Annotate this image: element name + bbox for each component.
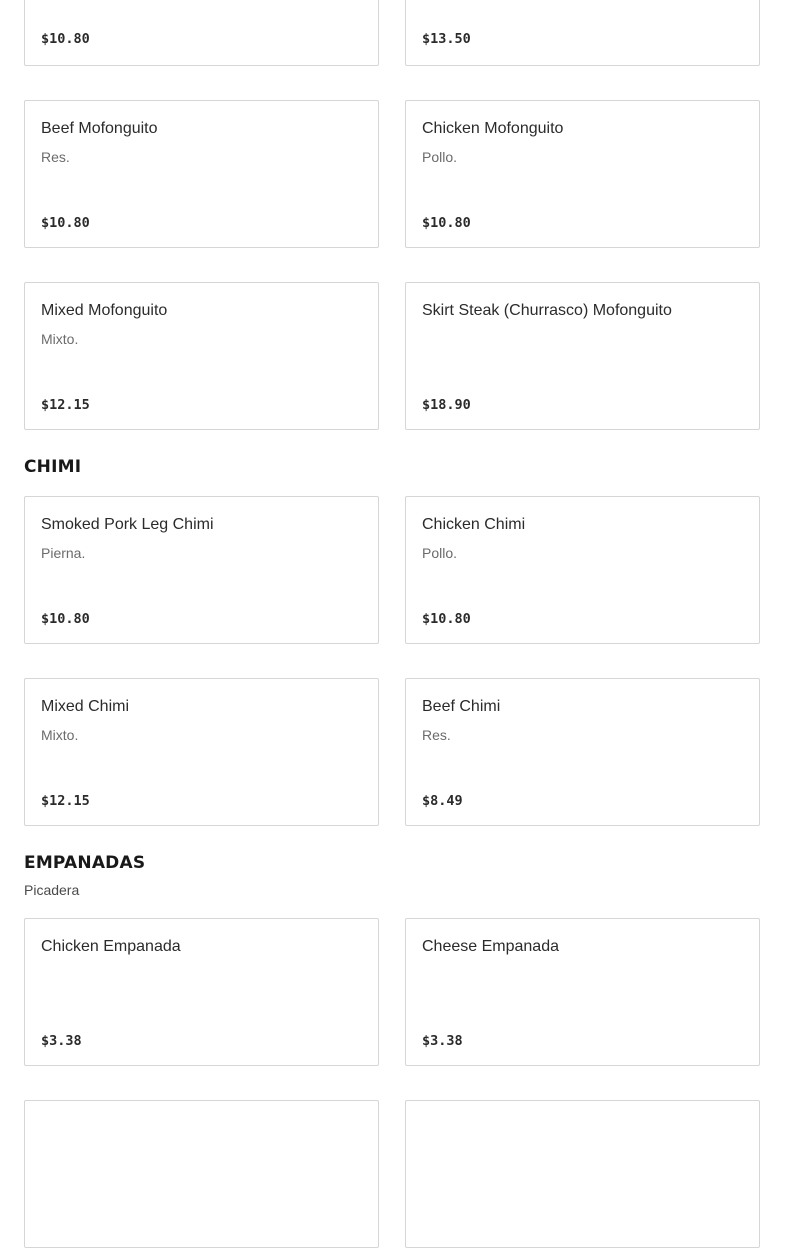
item-description: Mixto. xyxy=(41,727,79,743)
item-name: Skirt Steak (Churrasco) Mofonguito xyxy=(422,302,672,319)
item-price: $10.80 xyxy=(41,31,90,47)
item-description: Pollo. xyxy=(422,545,458,561)
item-price: $10.80 xyxy=(422,611,471,627)
menu-item-card[interactable] xyxy=(24,100,379,248)
menu-item-card[interactable] xyxy=(24,1100,379,1248)
item-description: Mixto. xyxy=(41,331,79,347)
menu-item-card[interactable] xyxy=(24,282,379,430)
item-price: $12.15 xyxy=(41,397,90,413)
item-name: Chicken Chimi xyxy=(422,516,526,533)
item-description: Res. xyxy=(422,727,451,743)
menu-item-card[interactable] xyxy=(405,1100,760,1248)
item-name: Cheese Empanada xyxy=(422,938,559,955)
item-description: Pollo. xyxy=(422,149,458,165)
menu-item-card[interactable] xyxy=(24,678,379,826)
item-price: $12.15 xyxy=(41,793,90,809)
menu-item-card[interactable] xyxy=(405,100,760,248)
section-title-empanadas: EMPANADAS xyxy=(24,853,146,873)
section-title-chimi: CHIMI xyxy=(24,457,82,477)
item-price: $8.49 xyxy=(422,793,463,809)
menu-item-card[interactable] xyxy=(24,0,379,66)
item-price: $10.80 xyxy=(41,215,90,231)
menu-item-card[interactable] xyxy=(405,918,760,1066)
menu-item-card[interactable] xyxy=(405,496,760,644)
item-name: Smoked Pork Leg Chimi xyxy=(41,516,214,533)
menu-item-card[interactable] xyxy=(24,918,379,1066)
item-price: $13.50 xyxy=(422,31,471,47)
menu-item-card[interactable] xyxy=(405,282,760,430)
item-price: $3.38 xyxy=(422,1033,463,1049)
item-name: Beef Chimi xyxy=(422,698,501,715)
item-name: Chicken Mofonguito xyxy=(422,120,564,137)
item-name: Mixed Mofonguito xyxy=(41,302,168,319)
item-price: $10.80 xyxy=(422,215,471,231)
menu-item-card[interactable] xyxy=(405,678,760,826)
item-price: $18.90 xyxy=(422,397,471,413)
item-description: Res. xyxy=(41,149,70,165)
menu-item-card[interactable] xyxy=(405,0,760,66)
menu-item-card[interactable] xyxy=(24,496,379,644)
item-price: $10.80 xyxy=(41,611,90,627)
section-subtitle: Picadera xyxy=(24,882,80,898)
item-description: Pierna. xyxy=(41,545,86,561)
item-name: Mixed Chimi xyxy=(41,698,130,715)
item-name: Chicken Empanada xyxy=(41,938,181,955)
item-name: Beef Mofonguito xyxy=(41,120,158,137)
item-price: $3.38 xyxy=(41,1033,82,1049)
